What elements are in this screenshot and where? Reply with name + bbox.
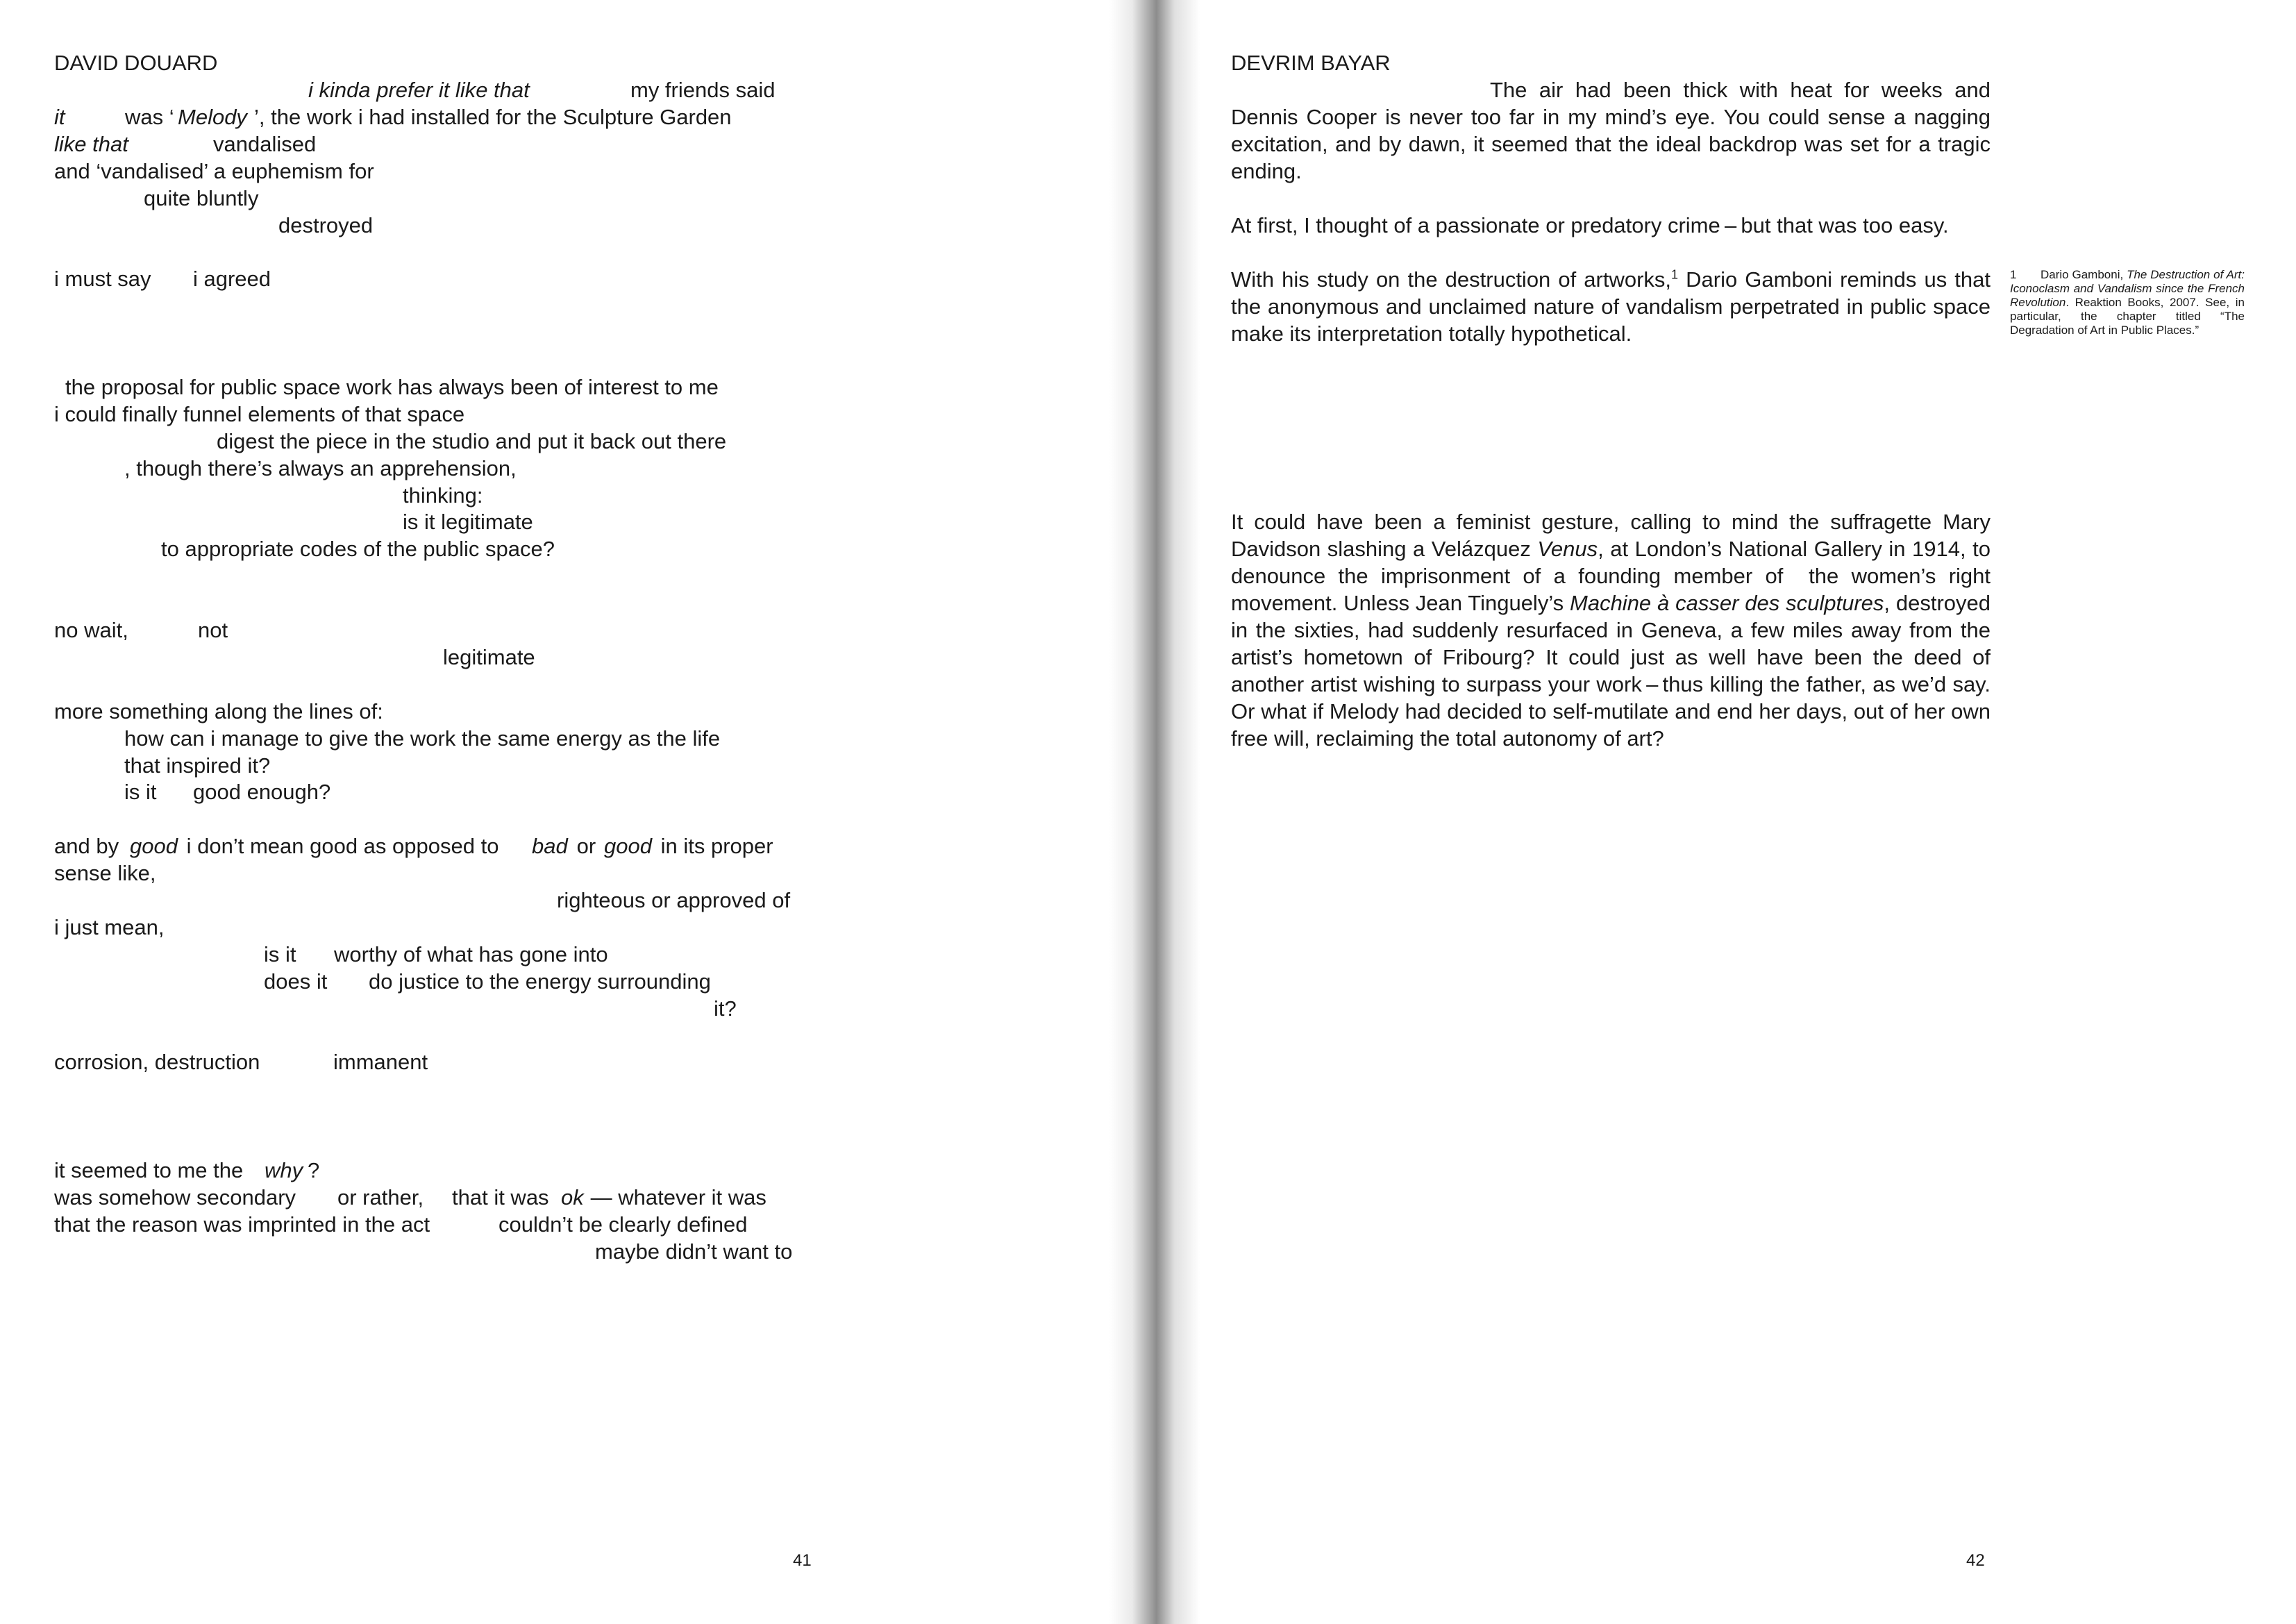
footnote-rest: . Reaktion Books, 2007. See, in particular, the chapter titled “The Degradation of Art in Public Places.” [2010, 296, 2245, 337]
poem-line-fragment: is it legitimate [403, 510, 533, 534]
poem-line-fragment: i don’t mean good as opposed to [181, 834, 505, 858]
essay-paragraph-1 [1231, 76, 1991, 185]
poem-line-fragment: corrosion, destruction [54, 1050, 260, 1074]
poem-line-fragment: that it was [452, 1185, 555, 1209]
poem-line-fragment: it [54, 105, 65, 129]
poem-line-fragment: that inspired it? [124, 753, 271, 778]
footnote-author: Dario Gamboni, [2041, 268, 2127, 281]
essay-paragraph-2: At first, I thought of a passionate or predatory crime – but that was too easy. [1231, 213, 1949, 237]
poem-line-fragment: do justice to the energy surrounding [369, 969, 711, 994]
poem-line-fragment: vandalised [213, 132, 317, 156]
poem-line-fragment: not [198, 618, 228, 642]
poem-line-fragment: i just mean, [54, 915, 165, 939]
poem-line-fragment: i could finally funnel elements of that space [54, 402, 465, 426]
poem-line-fragment: good [130, 834, 178, 858]
poem-line-fragment: — whatever it was [585, 1185, 766, 1209]
artwork-title-machine: Machine à casser des sculptures [1570, 591, 1884, 615]
right-author-heading: DEVRIM BAYAR [1231, 51, 1391, 75]
poem-line-fragment: or rather, [337, 1185, 424, 1209]
poem-line-fragment: thinking: [403, 483, 483, 508]
essay-paragraph-1-text: Dennis Cooper is never too far in my mind’s eye. You could sense a nagging excitation, and by dawn, it seemed that the ideal backdrop was set for a tragic ending. [1231, 105, 1991, 183]
essay-paragraph-3 [1231, 266, 1991, 347]
poem-line-fragment: ’, the work i had installed for the Sculpture Garden [254, 105, 732, 129]
poem-line-fragment: and ‘vandalised’ a euphemism for [54, 159, 374, 183]
poem-line-fragment: i agreed [193, 267, 271, 291]
page-number-left: 41 [793, 1551, 812, 1570]
poem-line-fragment: is it [264, 942, 296, 966]
artwork-title-venus: Venus [1537, 537, 1598, 561]
footnote-reference[interactable]: 1 [1671, 267, 1679, 282]
poem-line-fragment: i must say [54, 267, 151, 291]
poem-line-fragment: that the reason was imprinted in the act [54, 1212, 430, 1237]
essay-paragraph-3-text-a: With his study on the destruction of artworks, [1231, 267, 1672, 292]
poem-line-fragment: digest the piece in the studio and put it back out there [217, 429, 727, 453]
poem-line-fragment: is it [124, 780, 157, 804]
essay-paragraph-1-first-line: The air had been thick with heat for weeks and [1490, 78, 1991, 102]
poem-line-fragment: more something along the lines of: [54, 699, 383, 723]
poem-line-fragment: it seemed to me the [54, 1158, 249, 1182]
poem-line-fragment: sense like, [54, 861, 156, 885]
footnote [2010, 268, 2245, 337]
poem-line-fragment: legitimate [443, 645, 535, 669]
poem-line-fragment: righteous or approved of [557, 888, 791, 912]
poem-line-fragment: to appropriate codes of the public space? [161, 537, 555, 561]
poem-line-fragment: it? [714, 996, 737, 1021]
poem-line-fragment: ? [308, 1158, 320, 1182]
essay-paragraph-3-text-b: Dario Gamboni reminds us that the anonymous and unclaimed nature of vandalism perpetrated in public space make its interpretation totally hypothetical. [1231, 267, 1991, 346]
page-number-right: 42 [1966, 1551, 1985, 1570]
poem-line-fragment: bad [532, 834, 568, 858]
poem-line-fragment: good enough? [193, 780, 331, 804]
poem-line-fragment: in its proper [655, 834, 773, 858]
poem-line-fragment: my friends said [630, 78, 776, 102]
poem-line-fragment: Melody [178, 105, 247, 129]
poem-line-fragment: does it [264, 969, 328, 994]
footnote-number: 1 [2010, 268, 2017, 281]
poem-line-fragment: was somehow secondary [54, 1185, 296, 1209]
poem-line-fragment: the proposal for public space work has always been of interest to me [65, 375, 719, 399]
poem-line-fragment: immanent [333, 1050, 428, 1074]
book-gutter-shadow [1109, 0, 1200, 1624]
poem-line-fragment: good [604, 834, 652, 858]
poem-line-fragment: i kinda prefer it like that [308, 78, 530, 102]
poem-line-fragment: no wait, [54, 618, 128, 642]
essay-paragraph-4-text-c: , destroyed in the sixties, had suddenly resurfaced in Geneva, a few miles away from the artist’s hometown of Fribourg? It could just as well have been the deed of another artist wishing to surpass your work – thus killing the father, as we’d say. Or what if Melody had decided to self-mutilate and end her days, out of her own free will, reclaiming the total autonomy of art? [1231, 591, 1991, 751]
poem-line-fragment: couldn’t be clearly defined [498, 1212, 748, 1237]
essay-paragraph-4-text-a: It could have been a feminist gesture, calling to mind the suffragette Mary Davidson slashing a Velázquez [1231, 510, 1991, 561]
poem-line-fragment: , though there’s always an apprehension, [124, 456, 517, 480]
poem-line-fragment: and by [54, 834, 125, 858]
footnote-book-title: The Destruction of Art: Iconoclasm and Vandalism since the French Revolution [2010, 268, 2245, 309]
poem-line-fragment: like that [54, 132, 128, 156]
poem-line-fragment: how can i manage to give the work the same energy as the life [124, 726, 721, 751]
essay-paragraph-4 [1231, 508, 1991, 752]
poem-line-fragment: was ‘ [125, 105, 174, 129]
right-page [1148, 0, 2296, 1624]
poem-line-fragment: destroyed [278, 213, 374, 237]
poem-line-fragment: or [571, 834, 602, 858]
poem-line-fragment: worthy of what has gone into [334, 942, 608, 966]
poem-line-fragment: quite bluntly [144, 186, 259, 210]
poem-line-fragment: ok [561, 1185, 584, 1209]
poem-line-fragment: maybe didn’t want to [595, 1239, 793, 1264]
poem-line-fragment: why [265, 1158, 303, 1182]
left-author-heading: DAVID DOUARD [54, 51, 218, 75]
essay-paragraph-4-text-b: , at London’s National Gallery in 1914, to denounce the imprisonment of a founding member of the women’s right movement. Unless Jean Tinguely’s [1231, 537, 1991, 615]
